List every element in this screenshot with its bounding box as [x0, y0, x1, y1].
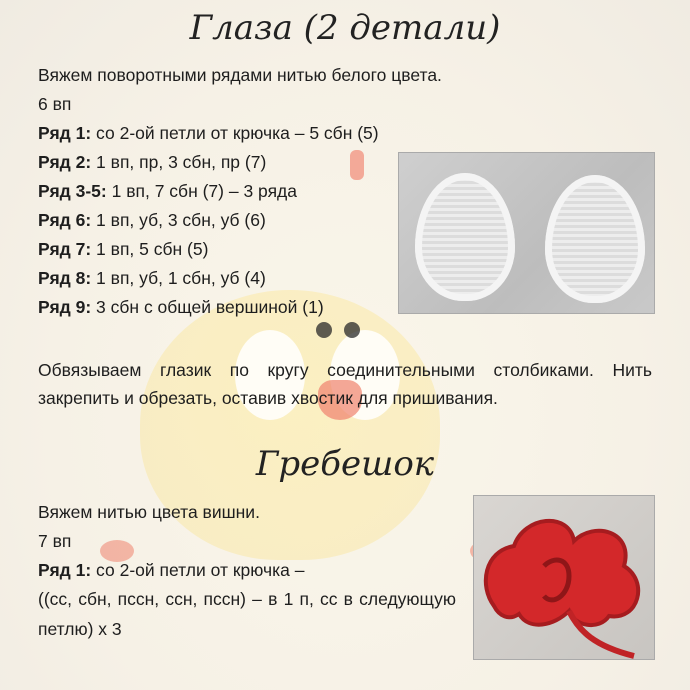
row-text: со 2-ой петли от крючка – 5 сбн (5)	[91, 123, 379, 143]
row-text: 1 вп, 7 сбн (7) – 3 ряда	[106, 181, 297, 201]
crocheted-comb	[474, 496, 654, 659]
comb-photo	[473, 495, 655, 660]
comb-row-1-continuation: ((сс, сбн, пссн, ссн, пссн) – в 1 п, сс в следующую петлю) х 3	[38, 589, 456, 639]
row-label: Ряд 7:	[38, 239, 92, 259]
comb-row-1	[38, 557, 304, 583]
crocheted-eye-right	[545, 175, 645, 303]
eyes-chain: 6 вп	[38, 94, 72, 114]
eyes-row-3-5	[38, 178, 297, 204]
row-text: 1 вп, пр, 3 сбн, пр (7)	[91, 152, 267, 172]
eyes-row-2	[38, 149, 266, 175]
comb-chain: 7 вп	[38, 531, 72, 551]
eyes-row-8	[38, 265, 266, 291]
eyes-finish-text: Обвязываем глазик по кругу соединительными столбиками. Нить закрепить и обрезать, оставив хвостик для пришивания.	[38, 360, 652, 408]
comb-title: Гребешок	[255, 444, 435, 484]
row-label: Ряд 6:	[38, 210, 92, 230]
eyes-row-9	[38, 294, 324, 320]
eyes-row-1	[38, 120, 379, 146]
row-label: Ряд 8:	[38, 268, 92, 288]
row-label: Ряд 2:	[38, 152, 92, 172]
row-label: Ряд 9:	[38, 297, 92, 317]
eyes-photo	[398, 152, 655, 314]
eyes-row-7	[38, 236, 208, 262]
row-label: Ряд 1:	[38, 560, 92, 580]
row-text: 1 вп, уб, 3 сбн, уб (6)	[91, 210, 266, 230]
comb-intro: Вяжем нитью цвета вишни.	[38, 502, 260, 522]
row-text: 1 вп, уб, 1 сбн, уб (4)	[91, 268, 266, 288]
crocheted-eye-left	[415, 173, 515, 301]
row-text: 1 вп, 5 сбн (5)	[91, 239, 209, 259]
row-text: 3 сбн с общей вершиной (1)	[91, 297, 324, 317]
row-text: со 2-ой петли от крючка –	[91, 560, 305, 580]
eyes-title: Глаза (2 детали)	[189, 8, 501, 48]
eyes-intro: Вяжем поворотными рядами нитью белого цвета.	[38, 65, 442, 85]
eyes-row-6	[38, 207, 266, 233]
row-label: Ряд 3-5:	[38, 181, 107, 201]
row-label: Ряд 1:	[38, 123, 92, 143]
